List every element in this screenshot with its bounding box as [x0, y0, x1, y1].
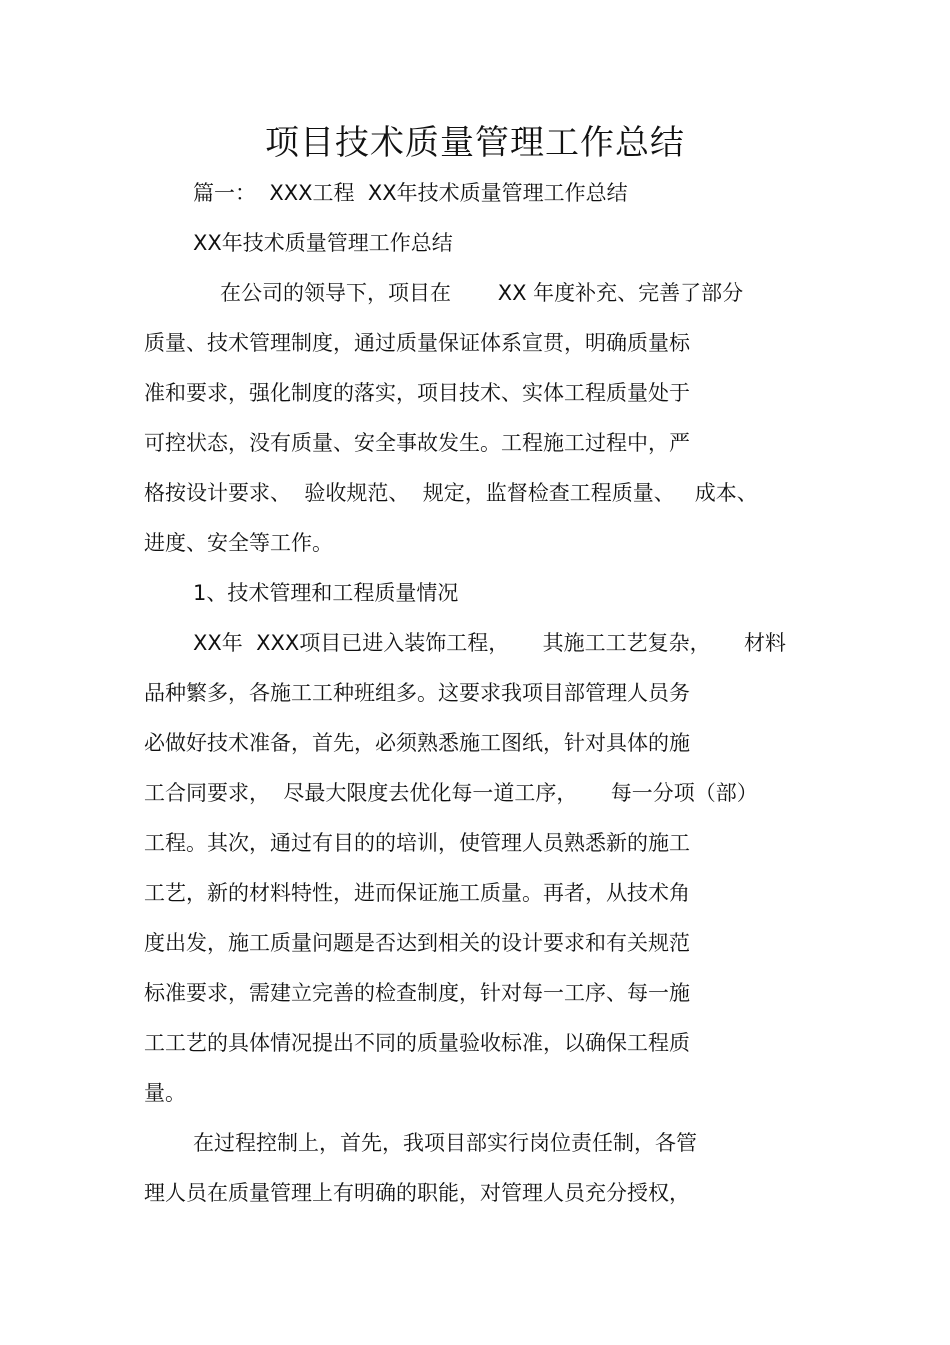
- paragraph-line: 度出发，施工质量问题是否达到相关的设计要求和有关规范: [144, 931, 690, 955]
- paragraph-line: 必做好技术准备，首先，必须熟悉施工图纸，针对具体的施: [144, 731, 690, 755]
- paragraph-line: 标准要求，需建立完善的检查制度，针对每一工序、每一施: [144, 981, 690, 1005]
- paragraph-line: 工合同要求， 尽最大限度去优化每一道工序， 每一分项（部）: [144, 781, 758, 805]
- subtitle-line: 篇一： XXX工程 XX年技术质量管理工作总结: [193, 181, 628, 205]
- section-heading: 1、技术管理和工程质量情况: [193, 581, 459, 605]
- paragraph-line: 工工艺的具体情况提出不同的质量验收标准，以确保工程质: [144, 1031, 690, 1055]
- paragraph-line: 工艺，新的材料特性，进而保证施工质量。再者，从技术角: [144, 881, 690, 905]
- paragraph-line: 理人员在质量管理上有明确的职能，对管理人员充分授权，: [144, 1181, 690, 1205]
- paragraph-line: 质量、技术管理制度，通过质量保证体系宣贯，明确质量标: [144, 331, 690, 355]
- paragraph-line: 在过程控制上，首先，我项目部实行岗位责任制，各管: [193, 1131, 697, 1155]
- document-title: 项目技术质量管理工作总结: [265, 123, 685, 163]
- section-heading: XX年技术质量管理工作总结: [193, 231, 453, 255]
- paragraph-line: 准和要求，强化制度的落实，项目技术、实体工程质量处于: [144, 381, 690, 405]
- paragraph-line: 格按设计要求、 验收规范、 规定，监督检查工程质量、 成本、: [144, 481, 758, 505]
- paragraph-line: XX年 XXX项目已进入装饰工程， 其施工工艺复杂， 材料: [193, 631, 787, 655]
- paragraph-line: 在公司的领导下，项目在 XX 年度补充、完善了部分: [220, 281, 744, 305]
- paragraph-line: 工程。其次，通过有目的的培训，使管理人员熟悉新的施工: [144, 831, 690, 855]
- paragraph-line: 进度、安全等工作。: [144, 531, 333, 555]
- paragraph-line: 量。: [144, 1081, 186, 1105]
- paragraph-line: 可控状态，没有质量、安全事故发生。工程施工过程中，严: [144, 431, 690, 455]
- paragraph-line: 品种繁多，各施工工种班组多。这要求我项目部管理人员务: [144, 681, 690, 705]
